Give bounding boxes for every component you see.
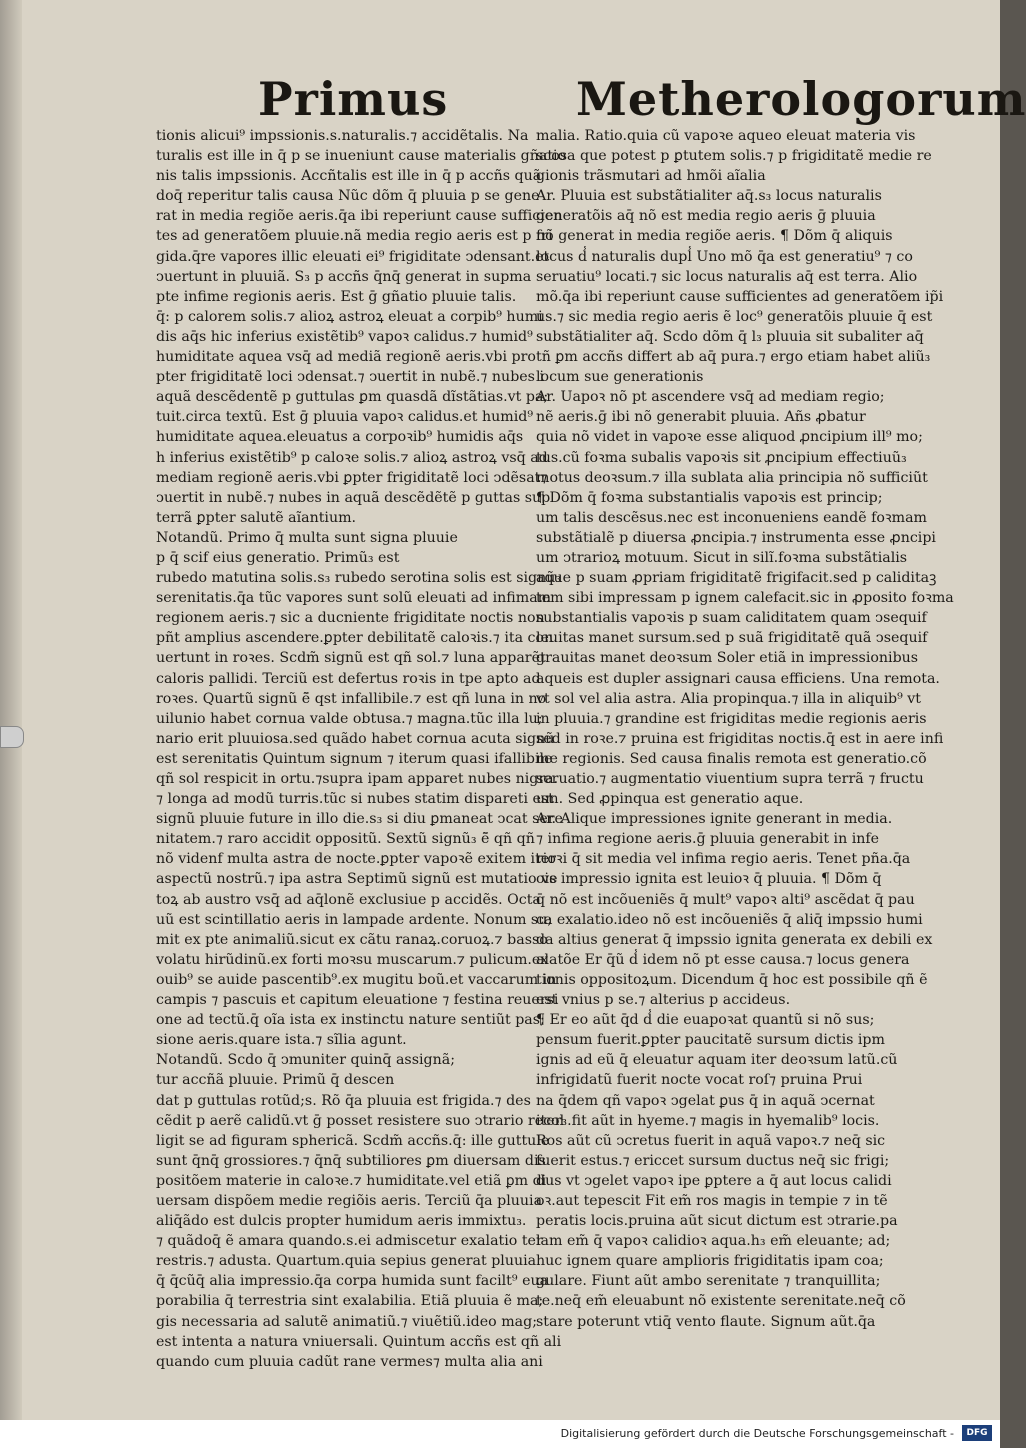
- text-line: est intenta a natura vniuersali. Quintum accñs est qñ ali: [156, 1333, 562, 1350]
- text-line: p q̄ scif eius generatio. Primũ₃ est: [156, 549, 400, 566]
- text-line: Ar. Pluuia est substãtialiter aq̄.s₃ locus naturalis: [536, 188, 882, 205]
- text-line: motus deoꝛsum.⁊ illa sublata alia principia nõ sufficiũt: [536, 469, 928, 486]
- text-line: scosa que potest p ꝑtutem solis.⁊ p frigiditatẽ medie re: [536, 148, 932, 165]
- text-line: caloris pallidi. Terciũ est defertus roꝛis in tpe apto ad: [156, 670, 541, 687]
- text-line: h inferius existẽtib⁹ p caloꝛe solis.⁊ alioꝝ astroꝝ vsq̄ ad: [156, 449, 548, 466]
- text-line: roꝛes. Quartũ signũ ẽ̄ qst infallibile.⁊ est qñ luna in no: [156, 690, 547, 707]
- text-line: ouib⁹ se auide pascentib⁹.ex mugitu boũ.et vaccarum in: [156, 971, 557, 988]
- text-line: uersam dispõem medie regiõis aeris. Terciũ q̄a pluuia: [156, 1192, 543, 1209]
- text-line: ⁊ infima regione aeris.ḡ pluuia generabit in infe: [536, 831, 880, 848]
- text-line: cẽdit p aerẽ calidũ.vt ḡ posset resistere suo ↄtrario recol: [156, 1112, 565, 1129]
- text-line: um ↄtrarioꝝ motuum. Sicut in silĩ.foꝛma substãtialis: [536, 549, 908, 566]
- text-line: ⁊ quãdoq̄ ẽ amara quando.s.ei admiscetur exalatio ter: [156, 1233, 543, 1250]
- text-line: mõ.q̄a ibi reperiunt cause sufficientes ad generatõem ip̃i: [536, 288, 944, 305]
- text-line: serenitatis.q̄a tũc vapores sunt solũ eleuati ad infimam: [156, 590, 552, 607]
- text-line: us.⁊ sic media regio aeris ẽ loc⁹ generatõis pluuie q̄ est: [536, 308, 933, 325]
- text-line: locus d̾ naturalis dupl̾ Uno mõ q̄a est generatiu⁹ ⁊ co: [536, 248, 913, 265]
- text-line: fuerit estus.⁊ ericcet sursum ductus neq̄ sic frigi;: [536, 1152, 890, 1169]
- text-line: nõ generat in media regiõe aeris. ¶ Dõm q̄ aliquis: [536, 228, 893, 245]
- text-line: aque p suam ꝓpriam frigiditatẽ frigifacit.sed p caliditaꝫ: [536, 570, 937, 587]
- text-line: restris.⁊ adusta. Quartum.quia sepius generat pluuia: [156, 1253, 537, 1270]
- text-line: nẽ aeris.ḡ ibi nõ generabit pluuia. Añs ꝓbatur: [536, 409, 866, 426]
- text-line: seruatio.⁊ augmentatio viuentium supra terrã ⁊ fructu: [536, 771, 924, 787]
- text-line: mediam regionẽ aeris.vbi ꝑpter frigiditatẽ loci ↄdẽsat⁊: [156, 469, 548, 486]
- running-header-left: Primus: [258, 72, 449, 126]
- text-line: seruatiu⁹ locati.⁊ sic locus naturalis aq̄ est terra. Alio: [536, 268, 918, 285]
- text-line: vt sol vel alia astra. Alia propinqua.⁊ illa in aliquib⁹ vt: [536, 690, 922, 707]
- text-line: stare poterunt vtiq̄ vento flaute. Signum aũt.q̄a: [536, 1313, 876, 1330]
- text-line: terrã ꝑpter salutẽ aĩantium.: [156, 509, 357, 526]
- text-line: one ad tectũ.q̄ oĩa ista ex instinctu nature sentiũt pas;: [156, 1012, 545, 1029]
- text-line: dus vt ↄgelet vapoꝛ ipe ꝑptere a q̄ aut locus calidi: [536, 1172, 892, 1189]
- text-line: ignis ad eũ q̄ eleuatur aquam iter deoꝛsum latũ.cũ: [536, 1052, 898, 1069]
- text-line: aqueis est dupler assignari causa efficiens. Una remota.: [536, 670, 940, 687]
- text-line: nario erit pluuiosa.sed quãdo habet cornua acuta signũ: [156, 730, 555, 747]
- text-line: quando cum pluuia cadũt rane vermes⁊ multa alia ani: [156, 1353, 543, 1370]
- text-line: rat in media regiõe aeris.q̄a ibi reperiunt cause sufficien: [156, 208, 563, 225]
- text-line: pñt amplius ascendere.ꝑpter debilitatẽ caloꝛis.⁊ ita con: [156, 630, 554, 647]
- text-line: ¶ Dõm q̄ foꝛma substantialis vapoꝛis est princip;: [536, 489, 883, 506]
- text-line: nõ videnf multa astra de nocte.ꝑpter vapoꝛẽ exitem iter: [156, 851, 556, 868]
- text-line: sed in roꝛe.⁊ pruina est frigiditas noctis.q̄ est in aere infi: [536, 730, 944, 747]
- text-line: aspectũ nostrũ.⁊ ipa astra Septimũ signũ est mutatio ve: [156, 871, 558, 888]
- page-clip: [0, 726, 24, 748]
- text-line: gis necessaria ad salutẽ animatiũ.⁊ viuẽtiũ.ideo mag;: [156, 1313, 537, 1330]
- text-line: est serenitatis Quintum signum ⁊ iterum quasi ifallibile: [156, 750, 553, 767]
- text-line: regionem aeris.⁊ sic a ducniente frigiditate noctis non: [156, 610, 545, 627]
- text-line: Notandũ. Scdo q̄ ↄmuniter quinq̄ assignã;: [156, 1052, 455, 1069]
- text-line: um talis descẽsus.nec est inconueniens eandẽ foꝛmam: [536, 509, 928, 526]
- text-line: substantialis vapoꝛis p suam caliditatem quam ↄsequif: [536, 610, 927, 627]
- text-line: rioꝛi q̄ sit media vel infima regio aeris. Tenet pña.q̄a: [536, 851, 911, 868]
- text-line: humiditate aquea vsq̄ ad mediã regionẽ aeris.vbi pro: [156, 349, 536, 366]
- text-line: q̄: p calorem solis.⁊ alioꝝ astroꝝ eleuat a corpib⁹ humi: [156, 308, 543, 325]
- text-line: tem sibi impressam p ignem calefacit.sic in ꝓposito foꝛma: [536, 590, 954, 607]
- text-line: um. Sed ꝓpinqua est generatio aque.: [536, 791, 804, 808]
- text-line: ca exalatio.ideo nõ est incõueniẽs q̄ aliq̄ impssio humi: [536, 911, 923, 928]
- text-line: gionis trãsmutari ad hmõi aĩalia: [536, 168, 766, 185]
- text-line: rubedo matutina solis.s₃ rubedo serotina solis est signũ₃: [156, 570, 562, 587]
- text-line: tionis alicui⁹ impssionis.s.naturalis.⁊ accidẽtalis. Na: [156, 128, 529, 144]
- text-line: tes ad generatõem pluuie.nã media regio aeris est p fri: [156, 228, 553, 245]
- text-line: infrigidatũ fuerit nocte vocat roſ⁊ pruina Prui: [536, 1072, 863, 1089]
- text-line: ois impressio ignita est leuioꝛ q̄ pluuia. ¶ Dõm q̄: [536, 871, 882, 888]
- text-line: peratis locis.pruina aũt sicut dictum est ↄtrarie.pa: [536, 1213, 898, 1230]
- text-line: uũ est scintillatio aeris in lampade ardente. Nonum su;: [156, 911, 553, 928]
- text-line: humiditate aquea.eleuatus a corpoꝛib⁹ humidis aq̄s: [156, 429, 524, 446]
- text-line: mit ex pte animaliũ.sicut ex cãtu ranaꝝ.coruoꝝ.⁊ basso: [156, 931, 548, 948]
- text-line: me regionis. Sed causa finalis remota est generatio.cõ: [536, 750, 927, 767]
- dfg-logo: DFG: [962, 1425, 992, 1441]
- text-line: da altius generat q̄ impssio ignita generata ex debili ex: [536, 931, 933, 948]
- text-line: aquã descẽdentẽ p guttulas ꝑm quasdã dĩstãtias.vt pa;: [156, 389, 549, 406]
- text-line: doq̄ reperitur talis causa Nũc dõm q̄ pluuia p se gene: [156, 188, 540, 205]
- text-line: gulare. Fiunt aũt ambo serenitate ⁊ tranquillita;: [536, 1273, 881, 1290]
- text-line: te.neq̄ em̃ eleuabunt nõ existente serenitate.neq̄ cõ: [536, 1293, 906, 1310]
- book-spine: [0, 0, 22, 1420]
- text-line: substãtialiter aq̄. Scdo dõm q̄ l₃ pluuia sit subaliter aq̄: [536, 328, 924, 345]
- text-line: positõem materie in caloꝛe.⁊ humiditate.vel etiã ꝑm di: [156, 1172, 547, 1189]
- text-line: tionis oppositoꝝum. Dicendum q̄ hoc est possibile qñ ẽ: [536, 971, 928, 988]
- text-line: na q̄dem qñ vapoꝛ ↄgelat ꝑus q̄ in aquã ↄcernat: [536, 1092, 875, 1109]
- text-line: iter₃.fit aũt in hyeme.⁊ magis in hyemalib⁹ locis.: [536, 1112, 880, 1129]
- text-line: tuit.circa textũ. Est ḡ pluuia vapoꝛ calidus.et humid⁹: [156, 409, 534, 426]
- text-line: pter frigiditatẽ loci ↄdensat.⁊ ↄuertit in nubẽ.⁊ nubes i: [156, 369, 544, 386]
- text-line: uertunt in roꝛes. Scdm̃ signũ est qñ sol.⁊ luna apparẽt: [156, 650, 546, 667]
- text-line: volatu hirũdinũ.ex forti moꝛsu muscarum.⁊ pulicum.ex: [156, 951, 549, 968]
- text-line: ligit se ad figuram sphericã. Scdm̃ accñs.q̄: ille guttule: [156, 1132, 550, 1149]
- text-line: pte infime regionis aeris. Est ḡ gñatio pluuie talis.: [156, 288, 517, 305]
- text-line: in pluuia.⁊ grandine est frigiditas medie regionis aeris: [536, 710, 927, 727]
- text-line: signũ pluuie future in illo die.s₃ si diu ꝑmaneat ↄcat sere: [156, 811, 563, 828]
- text-line: turalis est ille in q̄ p se inueniunt cause materialis gñatio: [156, 148, 567, 165]
- text-line: qñ sol respicit in ortu.⁊supra ipam apparet nubes nigra.: [156, 771, 559, 787]
- text-line: lam em̃ q̄ vapoꝛ calidioꝛ aqua.h₃ em̃ eleuante; ad;: [536, 1233, 891, 1250]
- text-line: q̄ nõ est incõueniẽs q̄ mult⁹ vapoꝛ alti⁹ ascẽdat q̄ pau: [536, 891, 915, 908]
- text-line: quia nõ videt in vapoꝛe esse aliquod ꝓncipium ill⁹ mo;: [536, 429, 923, 446]
- text-line: toꝝ ab austro vsq̄ ad aq̄lonẽ exclusiue p accidẽs. Octa: [156, 891, 541, 908]
- text-line: nitatem.⁊ raro accidit oppositũ. Sextũ signũ₃ ẽ̄ qñ qñ: [156, 831, 535, 848]
- text-line: leuitas manet sursum.sed p suã frigiditatẽ quã ↄsequif: [536, 630, 928, 647]
- text-line: locum sue generationis: [536, 369, 704, 386]
- text-line: uilunio habet cornua valde obtusa.⁊ magna.tũc illa lu;: [156, 710, 543, 727]
- text-line: grauitas manet deoꝛsum Soler etiã in impressionibus: [536, 650, 919, 667]
- text-line: oꝛ.aut tepescit Fit em̃ ros magis in tempie ⁊ in tẽ: [536, 1192, 888, 1209]
- text-line: ¶ Er eo aũt q̄d d̾ die euapoꝛat quantũ si nõ sus;: [536, 1012, 875, 1029]
- text-line: est vnius p se.⁊ alterius p accideus.: [536, 992, 791, 1009]
- digitization-footer: [0, 1420, 1000, 1448]
- text-line: alatõe Er q̄ũ d̾ idem nõ pt esse causa.⁊ locus genera: [536, 951, 910, 968]
- running-header-right: Metherologorum: [576, 72, 1026, 126]
- text-line: tur accñã pluuie. Primũ q̄ descen: [156, 1072, 395, 1089]
- text-line: aliq̄ãdo est dulcis propter humidum aeris immixtu₃.: [156, 1213, 527, 1230]
- text-line: ⁊ longa ad modũ turris.tũc si nubes statim dispareti est: [156, 791, 554, 808]
- text-line: sione aeris.quare ista.⁊ sĩlia agunt.: [156, 1032, 407, 1049]
- text-line: dis aq̄s hic inferius existẽtib⁹ vapoꝛ calidus.⁊ humid⁹: [156, 328, 533, 345]
- text-line: porabilia q̄ terrestria sint exalabilia. Etiã pluuia ẽ ma;: [156, 1293, 544, 1310]
- text-line: gida.q̄re vapores illic eleuati ei⁹ frigiditate ↄdensant.et: [156, 248, 550, 265]
- text-line: sunt q̄nq̄ grossiores.⁊ q̄nq̄ subtiliores ꝑm diuersam dis: [156, 1152, 546, 1169]
- text-line: malia. Ratio.quia cũ vapoꝛe aqueo eleuat materia vis: [536, 128, 916, 144]
- text-line: tus.cũ foꝛma subalis vapoꝛis sit ꝓncipium effectiuũ₃: [536, 449, 907, 466]
- text-line: huc ignem quare amplioris frigiditatis ipam coa;: [536, 1253, 884, 1270]
- text-line: pensum fuerit.ꝑpter paucitatẽ sursum dictis ipm: [536, 1032, 885, 1049]
- text-line: tñ ꝑm accñs differt ab aq̄ pura.⁊ ergo etiam habet aliũ₃: [536, 349, 931, 366]
- text-line: campis ⁊ pascuis et capitum eleuatione ⁊ festina reuersi: [156, 992, 559, 1009]
- text-line: Ar. Uapoꝛ nõ pt ascendere vsq̄ ad mediam regio;: [536, 389, 885, 406]
- text-line: generatõis aq̄ nõ est media regio aeris ḡ pluuia: [536, 208, 876, 225]
- text-line: substãtialẽ p diuersa ꝓncipia.⁊ instrumenta esse ꝓncipi: [536, 529, 936, 546]
- footer-credit: Digitalisierung gefördert durch die Deutsche Forschungsgemeinschaft -: [560, 1427, 954, 1440]
- text-line: nis talis impssionis. Accñtalis est ille in q̄ p accñs quã: [156, 168, 542, 185]
- text-line: Ros aũt cũ ↄcretus fuerit in aquã vapoꝛ.⁊ neq̄ sic: [536, 1132, 886, 1149]
- text-line: dat p guttulas rotũd;s. Rõ q̄a pluuia est frigida.⁊ des: [156, 1092, 531, 1109]
- text-line: q̄ q̄cũq̄ alia impressio.q̄a corpa humida sunt facilt⁹ eua: [156, 1273, 549, 1290]
- text-line: ↄuertunt in pluuiã. S₃ p accñs q̄nq̄ generat in supma: [156, 268, 532, 285]
- left-text-column: [156, 126, 567, 1372]
- text-line: Notandũ. Primo q̄ multa sunt signa pluuie: [156, 529, 458, 546]
- text-line: ↄuertit in nubẽ.⁊ nubes in aquã descẽdẽtẽ p guttas sup: [156, 489, 551, 506]
- right-text-column: [536, 126, 954, 1332]
- text-line: Ar. Alique impressiones ignite generant in media.: [536, 811, 893, 828]
